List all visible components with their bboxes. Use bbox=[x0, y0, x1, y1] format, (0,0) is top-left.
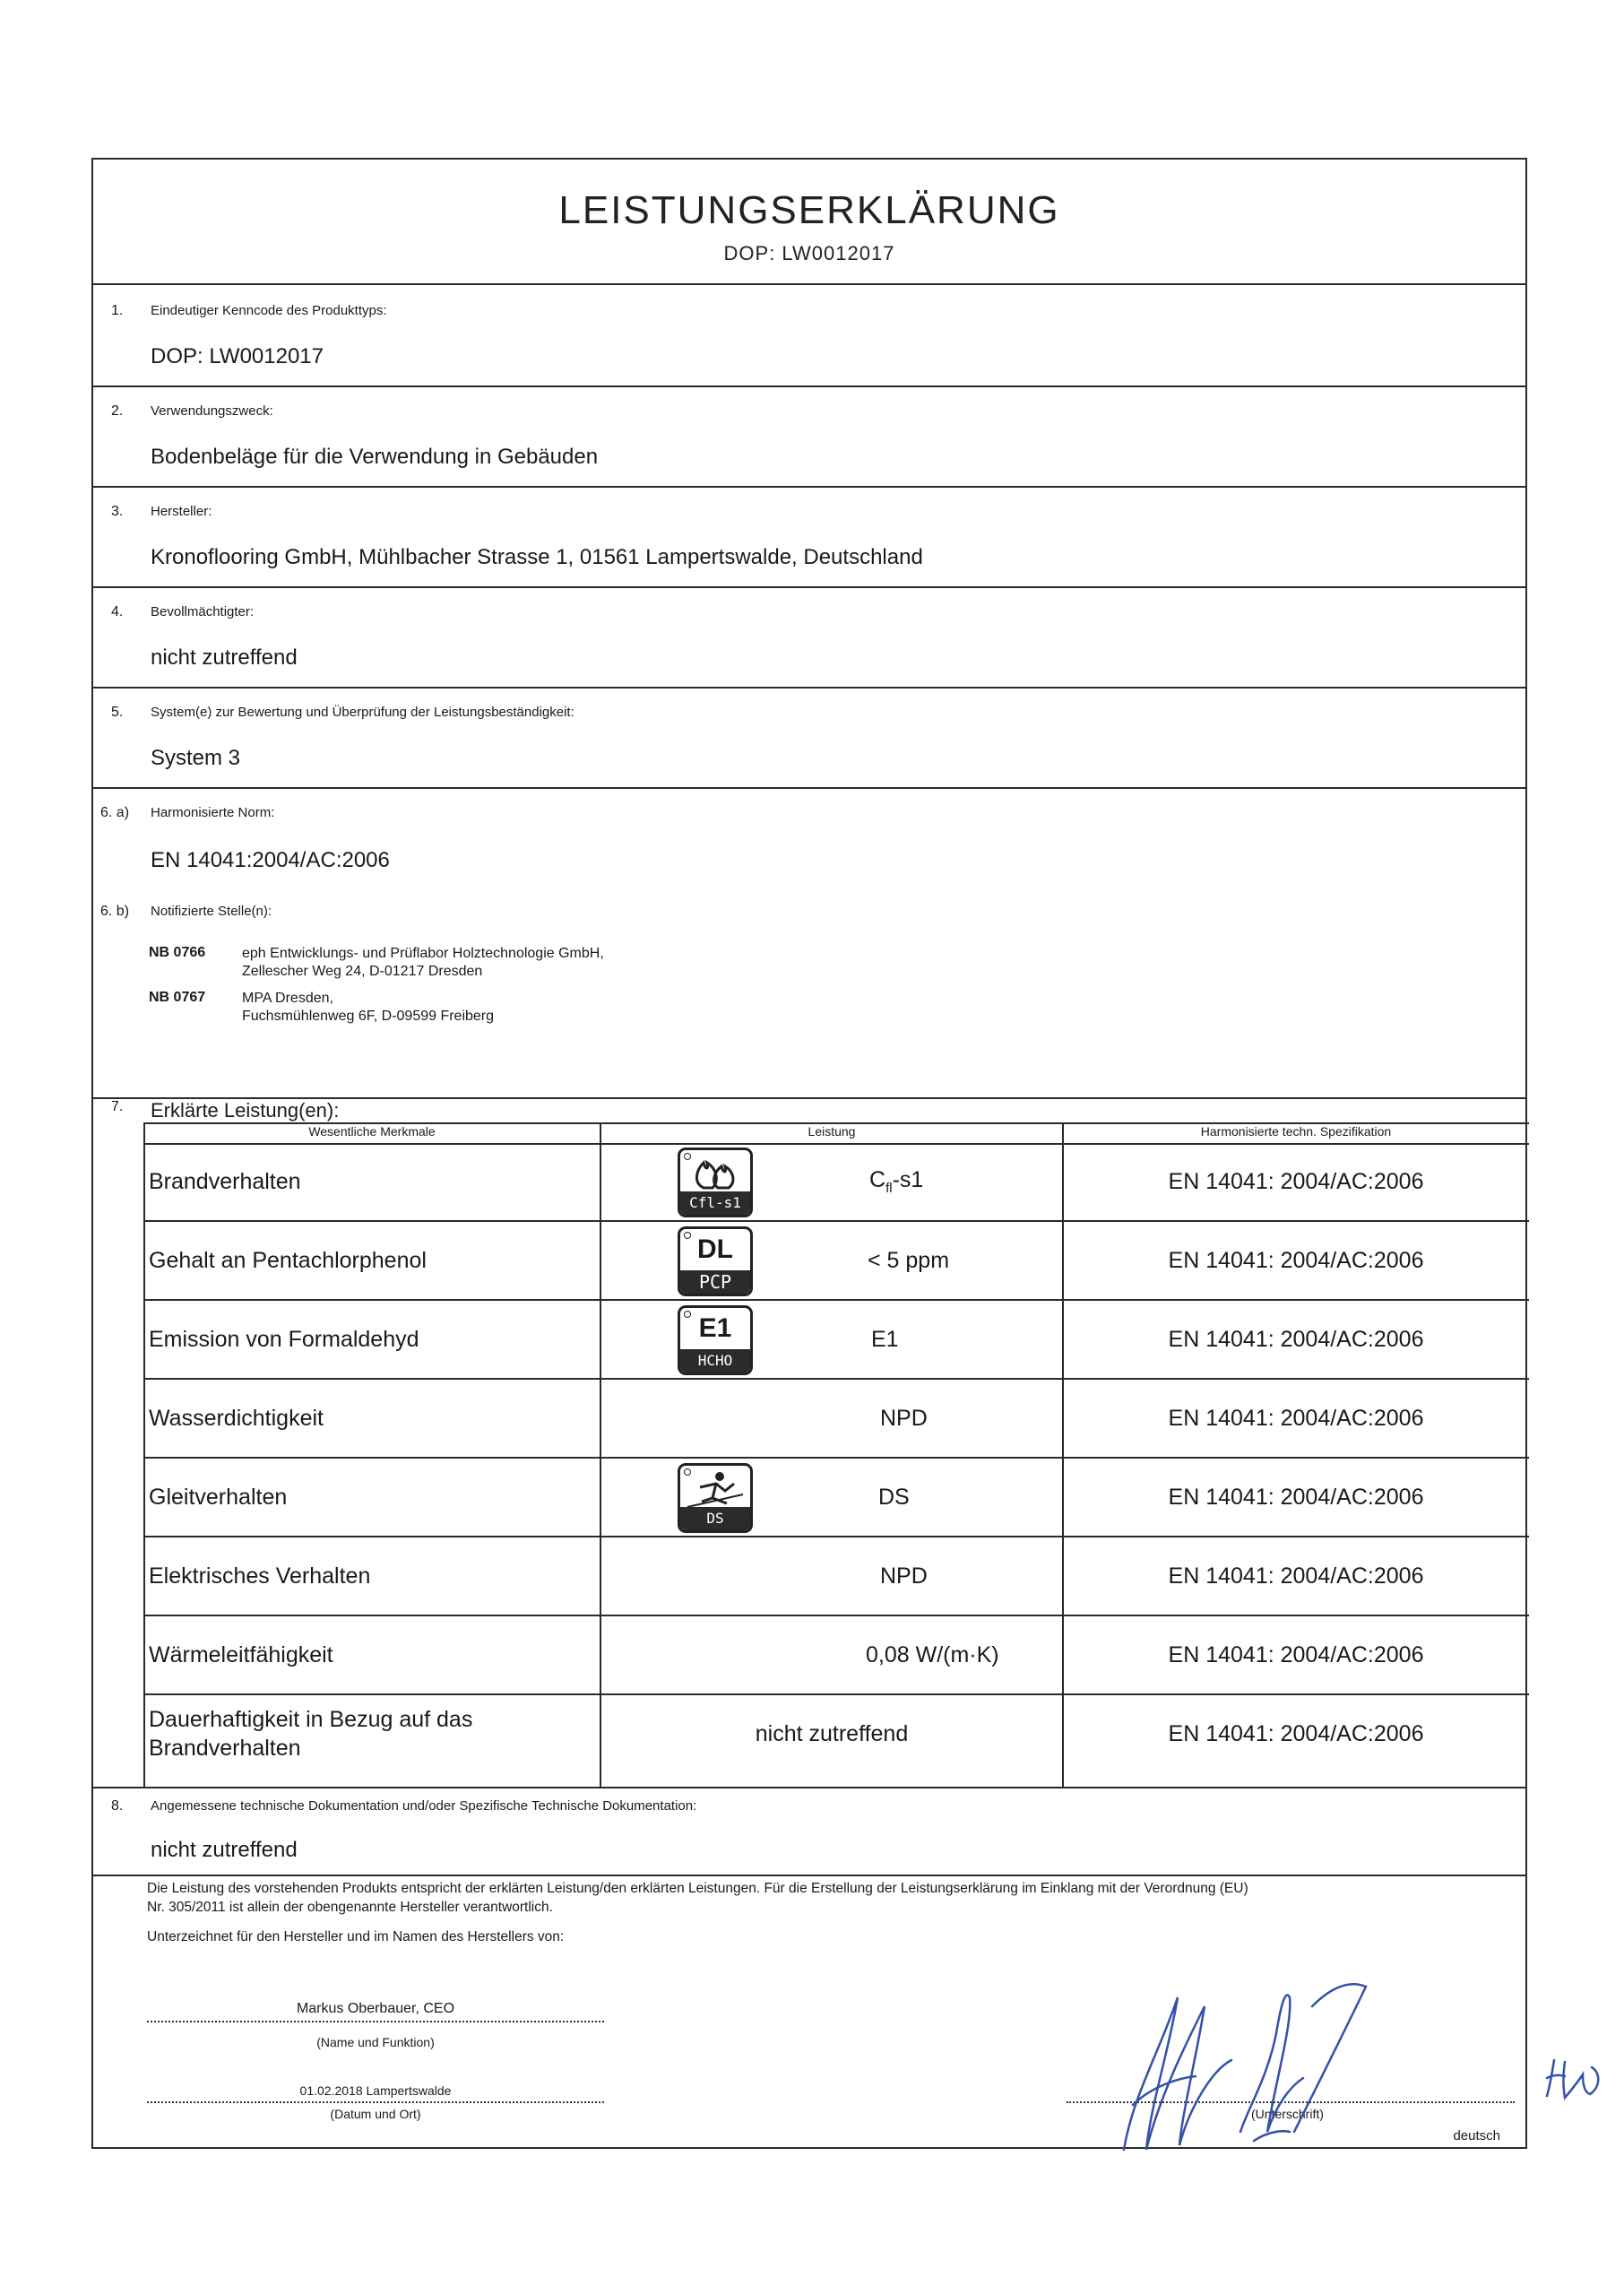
performance-cell: 0,08 W/(m·K) bbox=[866, 1642, 999, 1667]
divider bbox=[93, 486, 1525, 488]
section-number: 3. bbox=[111, 504, 124, 519]
spec-cell: EN 14041: 2004/AC:2006 bbox=[1168, 1721, 1424, 1746]
performance-cell: E1 bbox=[871, 1327, 899, 1352]
column-header: Leistung bbox=[808, 1124, 856, 1139]
table-grid bbox=[143, 1122, 1529, 1788]
section-number: 8. bbox=[111, 1798, 124, 1814]
notified-body-id: NB 0766 bbox=[149, 945, 206, 960]
notified-body-line: MPA Dresden, bbox=[242, 991, 333, 1006]
feature-line: Brandverhalten bbox=[149, 1736, 301, 1761]
section-label: Angemessene technische Dokumentation und/oder Spezifische Technische Dokumentation: bbox=[151, 1798, 697, 1814]
section-number: 1. bbox=[111, 303, 124, 318]
icon-label: E1 bbox=[698, 1313, 732, 1343]
section-value: Bodenbeläge für die Verwendung in Gebäuden bbox=[151, 445, 599, 469]
section-number: 6. b) bbox=[100, 904, 130, 919]
divider bbox=[93, 1787, 1525, 1788]
performance-cell: DS bbox=[878, 1485, 910, 1510]
notified-body bbox=[149, 945, 604, 981]
feature-cell: Gehalt an Pentachlorphenol bbox=[149, 1248, 427, 1273]
section-number: 6. a) bbox=[100, 805, 130, 820]
declaration-line: Nr. 305/2011 ist allein der obengenannte Hersteller verantwortlich. bbox=[147, 1900, 553, 1915]
spec-cell: EN 14041: 2004/AC:2006 bbox=[1168, 1327, 1424, 1352]
icon-band: Cfl-s1 bbox=[680, 1191, 750, 1215]
feature-cell: Wärmeleitfähigkeit bbox=[149, 1642, 333, 1667]
divider bbox=[93, 385, 1525, 387]
signer-name: Markus Oberbauer, CEO bbox=[296, 2001, 455, 2016]
spec-cell: EN 14041: 2004/AC:2006 bbox=[1168, 1406, 1424, 1431]
divider bbox=[93, 687, 1525, 688]
icon-band: DS bbox=[680, 1507, 750, 1530]
section-label: Eindeutiger Kenncode des Produkttyps: bbox=[151, 303, 387, 318]
column-header: Wesentliche Merkmale bbox=[308, 1124, 436, 1139]
section-number: 2. bbox=[111, 403, 124, 419]
spec-cell: EN 14041: 2004/AC:2006 bbox=[1168, 1485, 1424, 1510]
date-caption: (Datum und Ort) bbox=[330, 2107, 421, 2121]
performance-cell: < 5 ppm bbox=[868, 1248, 950, 1273]
fire-class-icon bbox=[678, 1148, 753, 1217]
section-label: Notifizierte Stelle(n): bbox=[151, 904, 272, 919]
section-number: 4. bbox=[111, 604, 124, 619]
section-number: 5. bbox=[111, 705, 124, 720]
notified-body-line: Zellescher Weg 24, D-01217 Dresden bbox=[242, 964, 483, 979]
spec-cell: EN 14041: 2004/AC:2006 bbox=[1168, 1248, 1424, 1273]
flame-glyph bbox=[680, 1152, 750, 1195]
section-value: System 3 bbox=[151, 746, 241, 770]
section-label: Bevollmächtigter: bbox=[151, 604, 255, 619]
spec-cell: EN 14041: 2004/AC:2006 bbox=[1168, 1169, 1424, 1194]
section-label: Erklärte Leistung(en): bbox=[151, 1099, 340, 1122]
pcp-icon bbox=[678, 1226, 753, 1296]
dotted-line bbox=[147, 2101, 604, 2103]
performance-table bbox=[143, 1122, 1529, 1788]
spec-cell: EN 14041: 2004/AC:2006 bbox=[1168, 1563, 1424, 1589]
handwritten-signature bbox=[1097, 1970, 1402, 2168]
feature-cell: Emission von Formaldehyd bbox=[149, 1327, 419, 1352]
section-label: Hersteller: bbox=[151, 504, 212, 519]
section-value: nicht zutreffend bbox=[151, 645, 298, 670]
icon-label: DL bbox=[697, 1234, 733, 1264]
language-label: deutsch bbox=[1453, 2128, 1500, 2143]
icon-band: PCP bbox=[680, 1270, 750, 1294]
date-place: 01.02.2018 Lampertswalde bbox=[299, 2083, 452, 2098]
feature-cell bbox=[149, 1705, 472, 1762]
signature-caption: (Unterschrift) bbox=[1251, 2107, 1324, 2121]
column-header: Harmonisierte techn. Spezifikation bbox=[1200, 1124, 1392, 1139]
feature-line: Dauerhaftigkeit in Bezug auf das bbox=[149, 1707, 473, 1732]
section-value: nicht zutreffend bbox=[151, 1838, 298, 1862]
performance-cell: NPD bbox=[880, 1406, 928, 1431]
divider bbox=[93, 283, 1525, 285]
name-caption: (Name und Funktion) bbox=[316, 2035, 435, 2049]
declaration-line: Die Leistung des vorstehenden Produkts entspricht der erklärten Leistung/den erklärten Leistungen. Für die Erstellung der Leistungserklärung im Einklang mit der Verordnung (EU) bbox=[147, 1881, 1248, 1896]
section-label: System(e) zur Bewertung und Überprüfung der Leistungsbeständigkeit: bbox=[151, 705, 574, 720]
notified-body bbox=[149, 990, 494, 1026]
declaration-line: Unterzeichnet für den Hersteller und im Namen des Herstellers von: bbox=[147, 1929, 565, 1944]
feature-cell: Wasserdichtigkeit bbox=[149, 1406, 324, 1431]
performance-cell: nicht zutreffend bbox=[755, 1721, 909, 1746]
formaldehyde-icon bbox=[678, 1305, 753, 1375]
page-title: LEISTUNGSERKLÄRUNG bbox=[558, 188, 1060, 232]
feature-cell: Elektrisches Verhalten bbox=[149, 1563, 371, 1589]
performance-cell: NPD bbox=[880, 1563, 928, 1589]
section-number: 7. bbox=[111, 1099, 124, 1114]
divider bbox=[93, 787, 1525, 789]
section-value: EN 14041:2004/AC:2006 bbox=[151, 848, 390, 872]
performance-subscript: fl bbox=[885, 1181, 893, 1196]
divider bbox=[93, 586, 1525, 588]
notified-body-line: eph Entwicklungs- und Prüflabor Holztechnologie GmbH, bbox=[242, 946, 604, 961]
dotted-line bbox=[147, 2021, 604, 2022]
declaration-frame bbox=[91, 158, 1527, 2149]
icon-band: HCHO bbox=[680, 1349, 750, 1373]
slip-glyph bbox=[680, 1468, 750, 1511]
notified-body-id: NB 0767 bbox=[149, 990, 206, 1005]
slip-icon bbox=[678, 1463, 753, 1533]
feature-cell: Brandverhalten bbox=[149, 1169, 301, 1194]
section-label: Verwendungszweck: bbox=[151, 403, 273, 419]
initials-mark bbox=[1538, 2051, 1610, 2114]
section-value: Kronoflooring GmbH, Mühlbacher Strasse 1, 01561 Lampertswalde, Deutschland bbox=[151, 545, 923, 569]
performance-value: C bbox=[869, 1167, 886, 1192]
performance-suffix: -s1 bbox=[892, 1167, 924, 1192]
page-subtitle: DOP: LW0012017 bbox=[723, 242, 895, 264]
section-value: DOP: LW0012017 bbox=[151, 344, 324, 368]
divider bbox=[93, 1875, 1525, 1876]
notified-body-line: Fuchsmühlenweg 6F, D-09599 Freiberg bbox=[242, 1009, 495, 1024]
performance-cell bbox=[869, 1167, 923, 1196]
spec-cell: EN 14041: 2004/AC:2006 bbox=[1168, 1642, 1424, 1667]
feature-cell: Gleitverhalten bbox=[149, 1485, 288, 1510]
section-label: Harmonisierte Norm: bbox=[151, 805, 275, 820]
declaration-text bbox=[147, 1879, 1509, 1946]
